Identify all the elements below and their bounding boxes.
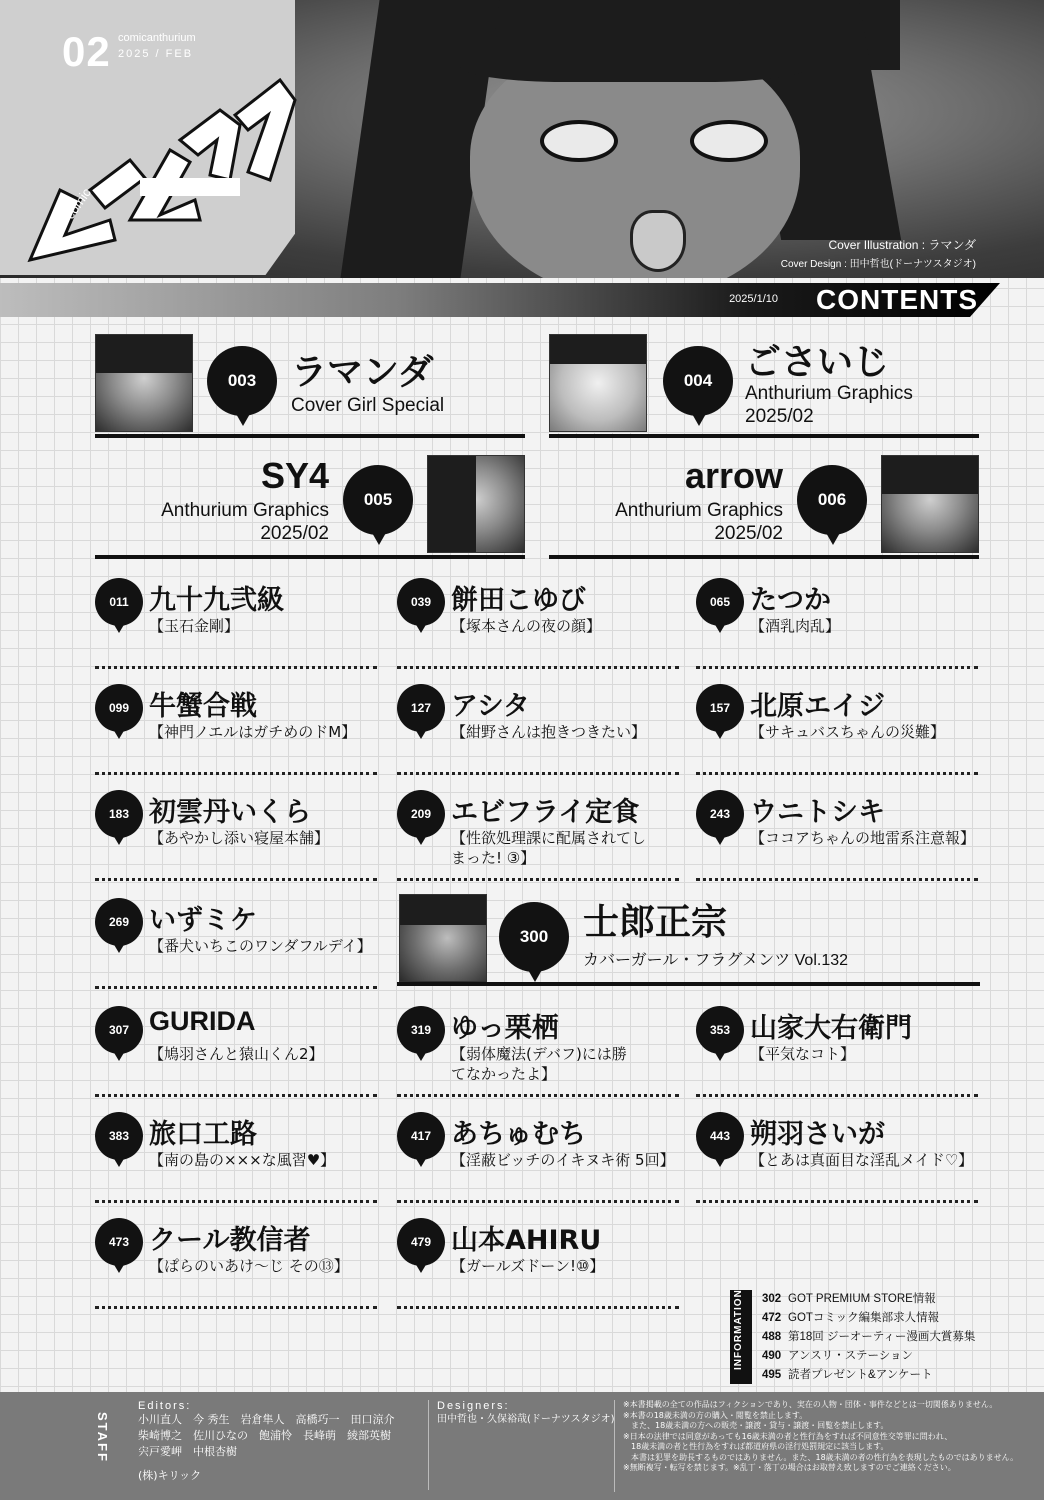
list-item[interactable] (397, 684, 679, 775)
cover-credits (781, 236, 976, 270)
feature-date: 2025/02 (714, 523, 783, 544)
author-name: 初雲丹いくら (149, 797, 311, 828)
author-name: あちゅむち (451, 1119, 586, 1150)
work-title: 【あやかし添い寝屋本舗】 (149, 829, 330, 847)
feature-subtitle: Anthurium Graphics (745, 383, 913, 404)
featured-entry[interactable] (95, 330, 525, 438)
feature-subtitle: Anthurium Graphics (161, 500, 329, 521)
author-name: 餅田こゆび (451, 585, 586, 616)
thumbnail (95, 334, 193, 432)
work-title: 【淫蔽ビッチのイキヌキ術 5回】 (451, 1151, 675, 1169)
page-bubble: 005 (343, 465, 413, 535)
author-name: アシタ (451, 691, 530, 722)
list-item[interactable] (696, 1006, 978, 1097)
page-bubble: 003 (207, 346, 277, 416)
list-item[interactable] (397, 1006, 679, 1097)
work-title: 【ガールズドーン!⑩】 (451, 1257, 605, 1275)
page-bubble: 417 (397, 1112, 445, 1160)
thumbnail (427, 455, 525, 553)
work-title: 【番犬いちこのワンダフルデイ】 (149, 937, 372, 955)
editors-heading: Editors: (138, 1400, 192, 1412)
list-item[interactable] (95, 1218, 377, 1309)
author-name: ウニトシキ (750, 797, 885, 828)
feature-subtitle: Cover Girl Special (291, 395, 445, 416)
author-name: ごさいじ (745, 342, 890, 383)
thumbnail (881, 455, 979, 553)
page-bubble: 473 (95, 1218, 143, 1266)
work-title: 【サキュバスちゃんの災難】 (750, 723, 946, 741)
work-title: 【神門ノエルはガチめのドM】 (149, 723, 357, 741)
work-title: 【玉石金剛】 (149, 617, 240, 635)
page-bubble: 383 (95, 1112, 143, 1160)
page-bubble: 300 (499, 902, 569, 972)
special-feature[interactable] (397, 892, 980, 986)
list-item[interactable] (95, 1006, 377, 1097)
list-item[interactable] (696, 578, 978, 669)
staff-footer (0, 1392, 1044, 1500)
page-bubble: 065 (696, 578, 744, 626)
list-item[interactable] (696, 790, 978, 881)
cover-illustration-credit: Cover Illustration : ラマンダ (828, 238, 976, 252)
author-name: たつか (750, 585, 831, 616)
author-name: 牛蟹合戦 (149, 691, 257, 722)
editors-row: 宍戸愛岬 中根杏樹 (138, 1445, 237, 1458)
list-item[interactable] (397, 1112, 679, 1203)
thumbnail (399, 894, 487, 982)
issue-number: 02 (62, 28, 111, 75)
page-bubble: 243 (696, 790, 744, 838)
designers-heading: Designers: (437, 1400, 510, 1412)
author-name: 山本AHIRU (451, 1225, 602, 1256)
feature-subtitle: カバーガール・フラグメンツ Vol.132 (583, 952, 849, 969)
work-title: 【酒乳肉乱】 (750, 617, 841, 635)
author-name: 旅口工路 (149, 1119, 257, 1150)
page-bubble: 127 (397, 684, 445, 732)
author-name: クール教信者 (149, 1225, 311, 1256)
page-bubble: 307 (95, 1006, 143, 1054)
information-box (730, 1290, 1000, 1386)
contents-date: 2025/1/10 (729, 293, 778, 305)
information-list (762, 1290, 975, 1385)
magazine-logo (20, 70, 300, 270)
page-bubble: 319 (397, 1006, 445, 1054)
list-item[interactable] (95, 578, 377, 669)
work-title: 【鳩羽さんと猿山くん2】 (149, 1045, 324, 1063)
featured-entry[interactable] (549, 330, 979, 438)
editors-block (138, 1400, 408, 1483)
cover-design-credit: Cover Design : 田中哲也(ドーナツスタジオ) (780, 259, 976, 270)
issue-date: 2025 / FEB (118, 48, 194, 60)
list-item[interactable] (95, 684, 377, 775)
author-name: SY4 (260, 455, 329, 496)
info-item[interactable]: 490 アンスリ・ステーション (762, 1350, 914, 1362)
work-title: 【南の島の×××な風習♥】 (149, 1151, 336, 1169)
info-item[interactable]: 302 GOT PREMIUM STORE情報 (762, 1293, 936, 1305)
featured-entry[interactable] (549, 451, 979, 559)
company-name: (株)キリック (138, 1469, 202, 1482)
info-item[interactable]: 472 GOTコミック編集部求人情報 (762, 1312, 940, 1324)
list-item[interactable] (397, 790, 679, 881)
list-item[interactable] (397, 1218, 679, 1309)
page-bubble: 443 (696, 1112, 744, 1160)
page-bubble: 006 (797, 465, 867, 535)
thumbnail (549, 334, 647, 432)
author-name: GURIDA (149, 1006, 256, 1036)
list-item[interactable] (397, 578, 679, 669)
page-bubble: 479 (397, 1218, 445, 1266)
designers-row: 田中哲也・久保裕哉(ドーナツスタジオ) (437, 1414, 615, 1425)
work-title: 【塚本さんの夜の顔】 (451, 617, 602, 635)
page-bubble: 353 (696, 1006, 744, 1054)
page-bubble: 004 (663, 346, 733, 416)
brand-name: comicanthurium (118, 32, 196, 44)
work-title: 【とあは真面目な淫乱メイド♡】 (750, 1151, 974, 1169)
legal-notes: ※本書掲載の全ての作品はフィクションであり、実在の人物・団体・事件などとは一切関係ありません。 ※本書の18歳未満の方の購入・閲覧を禁止します。 また、18歳未満の方への販売・譲渡・貸与・譲渡・回覧を禁止します。 ※日本の法律では同意があっても16歳未満の者と性行為をすれば不同意性交等罪に問われ、 18歳未満の者と性行為をすれば都道府県の淫行処罰規定に該当します。 本書は犯罪を助長するものではありません。また、18歳未満の者の性行為を表現したものではありません。 ※無断複写・転写を禁じます。※乱丁・落丁の場合はお取替え致しますのでご連絡ください。 (614, 1400, 1033, 1492)
author-name: エビフライ定食 (451, 797, 640, 828)
page-bubble: 011 (95, 578, 143, 626)
logo-comic-text: comic (62, 185, 94, 222)
page-bubble: 039 (397, 578, 445, 626)
author-name: ゆっ栗栖 (451, 1013, 559, 1044)
work-title: 【性欲処理課に配属されてしまった! ③】 (451, 829, 647, 867)
info-item[interactable]: 495 読者プレゼント&アンケート (762, 1369, 933, 1381)
author-name: arrow (684, 455, 783, 496)
contents-title: CONTENTS (816, 284, 978, 315)
page-bubble: 157 (696, 684, 744, 732)
work-title: 【平気なコト】 (750, 1045, 856, 1063)
list-item[interactable] (696, 684, 978, 775)
feature-date: 2025/02 (745, 406, 814, 427)
work-title: 【弱体魔法(デバフ)には勝てなかったよ】 (451, 1045, 627, 1083)
info-item[interactable]: 488 第18回 ジーオーティー漫画大賞募集 (762, 1331, 976, 1343)
page-bubble: 269 (95, 898, 143, 946)
page-bubble: 099 (95, 684, 143, 732)
author-name: いずミケ (149, 905, 257, 936)
author-name: 九十九弐級 (149, 585, 284, 616)
work-title: 【紺野さんは抱きつきたい】 (451, 723, 647, 741)
author-name: ラマンダ (291, 352, 434, 393)
contents-bar (0, 283, 1000, 317)
list-item[interactable] (95, 1112, 377, 1203)
author-name: 朔羽さいが (750, 1119, 885, 1150)
page-bubble: 209 (397, 790, 445, 838)
editors-row: 柴崎博之 佐川ひなの 飽浦怜 長峰萌 綾部英樹 (138, 1429, 391, 1442)
information-label: INFORMATION (730, 1290, 752, 1384)
featured-entry[interactable] (95, 451, 525, 559)
page-bubble: 183 (95, 790, 143, 838)
list-item[interactable] (95, 790, 377, 881)
feature-subtitle: Anthurium Graphics (615, 500, 783, 521)
designers-block (428, 1400, 615, 1490)
author-name: 山家大右衛門 (750, 1013, 912, 1044)
editors-row: 小川直人 今 秀生 岩倉隼人 高橋巧一 田口涼介 (138, 1413, 395, 1426)
work-title: 【ココアちゃんの地雷系注意報】 (750, 829, 976, 847)
author-name: 士郎正宗 (583, 902, 728, 943)
list-item[interactable] (95, 898, 377, 989)
staff-label: STAFF (95, 1412, 110, 1463)
work-title: 【ぱらのいあけ〜じ その⑬】 (149, 1257, 349, 1275)
feature-date: 2025/02 (260, 523, 329, 544)
list-item[interactable] (696, 1112, 978, 1203)
author-name: 北原エイジ (750, 691, 885, 722)
